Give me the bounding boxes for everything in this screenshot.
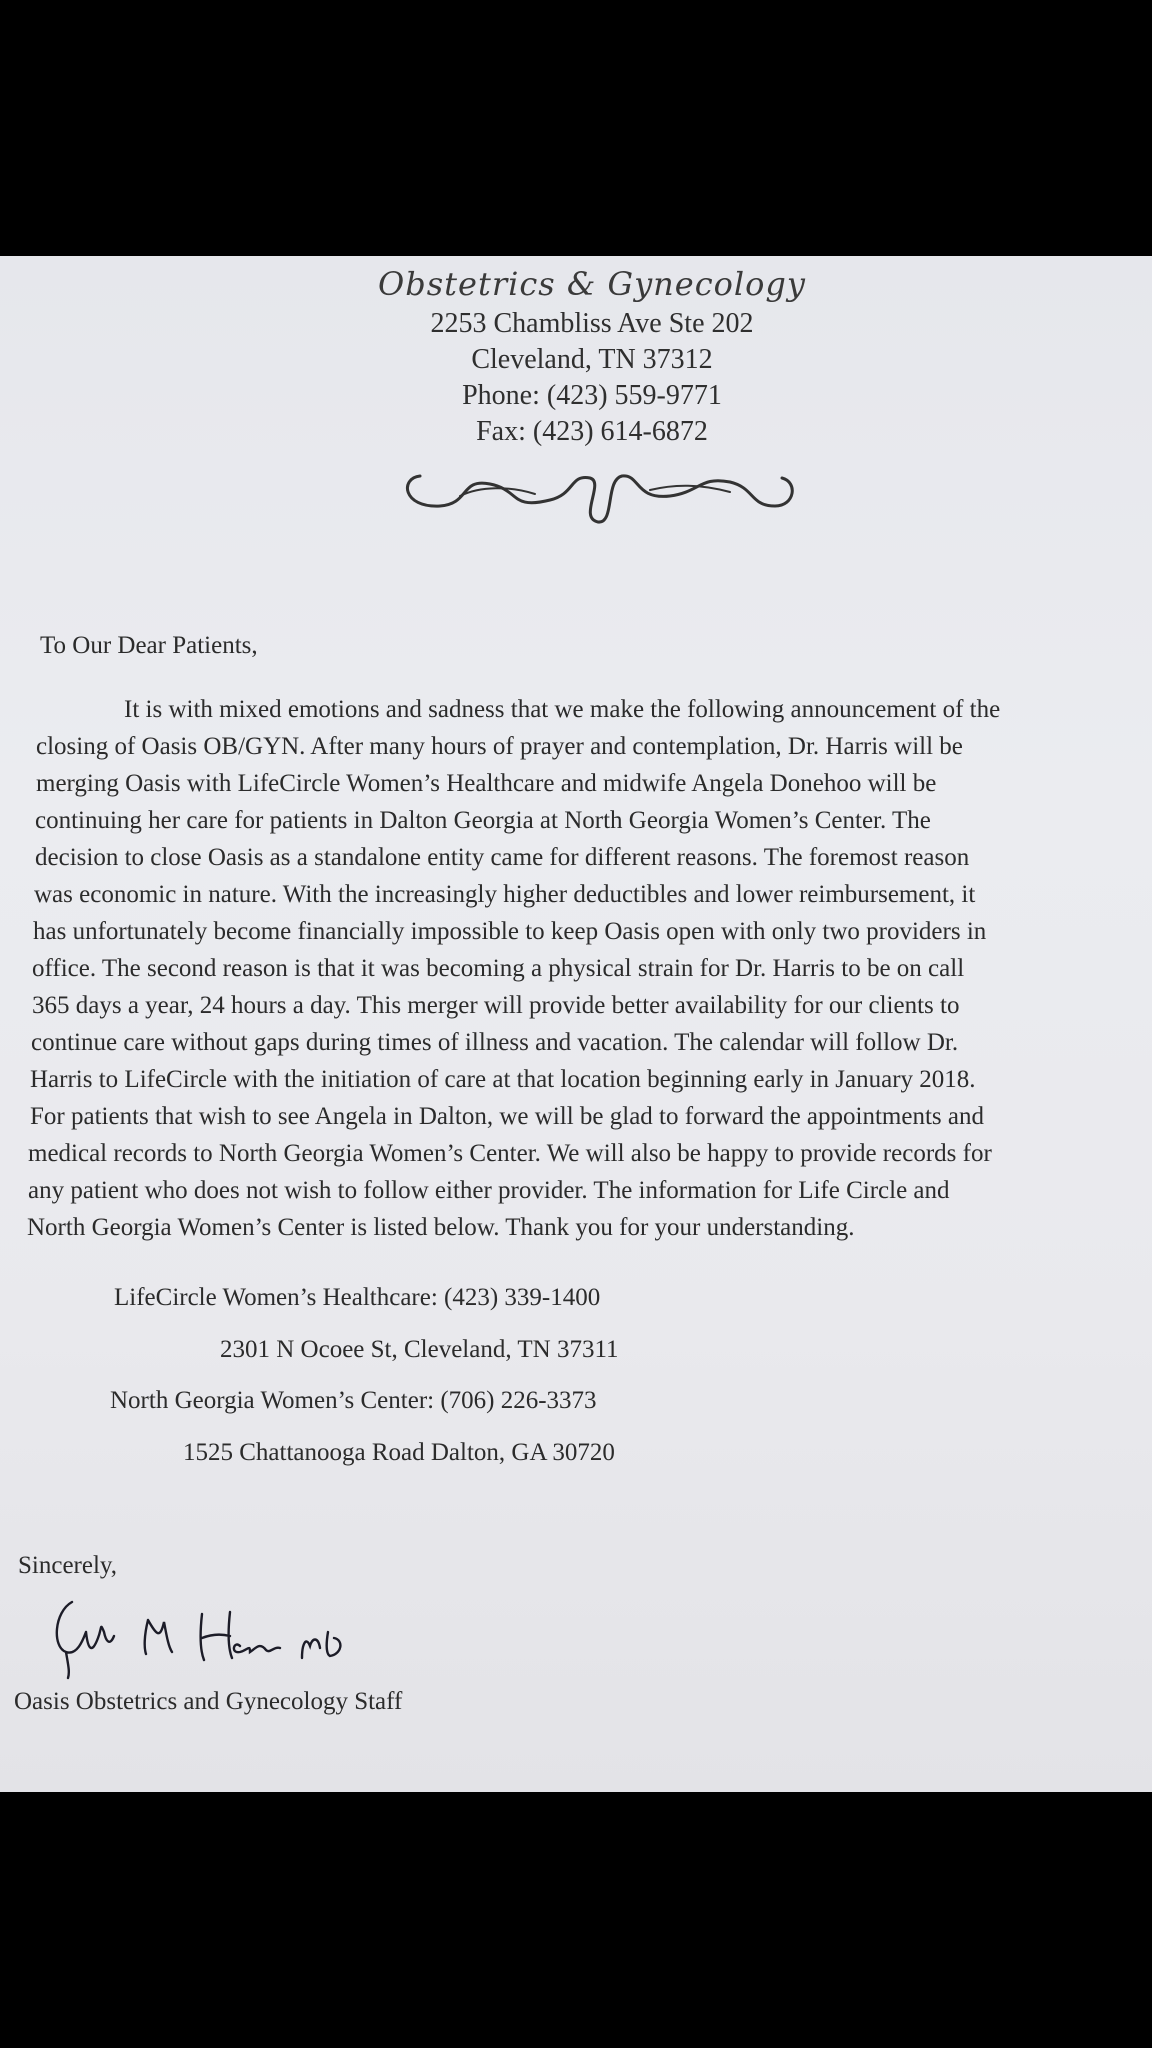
body-line: was economic in nature. With the increasingly higher deductibles and lower reimbursement, it [34,881,976,908]
contact-northgeorgia-address: 1525 Chattanooga Road Dalton, GA 30720 [183,1439,615,1466]
contact-lifecircle-phone: LifeCircle Women’s Healthcare: (423) 339-1400 [114,1284,601,1311]
contact-lifecircle-address: 2301 N Ocoee St, Cleveland, TN 37311 [220,1336,619,1363]
fax-line: Fax: (423) 614-6872 [476,416,708,447]
signoff: Oasis Obstetrics and Gynecology Staff [14,1688,403,1715]
body-line: medical records to North Georgia Women’s Center. We will also be happy to provide records for [28,1140,992,1167]
letter-page [0,256,1152,1792]
body-line: 365 days a year, 24 hours a day. This merger will provide better availability for our clients to [32,992,960,1019]
body-line: office. The second reason is that it was becoming a physical strain for Dr. Harris to be on call [32,955,965,982]
body-line: For patients that wish to see Angela in Dalton, we will be glad to forward the appointments and [30,1103,984,1130]
body-line: continuing her care for patients in Dalton Georgia at North Georgia Women’s Center. The [35,807,931,834]
salutation: To Our Dear Patients, [40,632,258,659]
body-line: It is with mixed emotions and sadness that we make the following announcement of the [124,696,1001,723]
handwritten-signature [44,1592,364,1682]
city-line: Cleveland, TN 37312 [471,344,713,375]
body-line: Harris to LifeCircle with the initiation of care at that location beginning early in January 2018. [30,1066,976,1093]
body-line: continue care without gaps during times of illness and vacation. The calendar will follow Dr. [31,1029,959,1056]
address-line: 2253 Chambliss Ave Ste 202 [430,308,754,339]
body-line: North Georgia Women’s Center is listed below. Thank you for your understanding. [27,1214,855,1241]
letterhead [0,262,1152,450]
body-line: closing of Oasis OB/GYN. After many hours of prayer and contemplation, Dr. Harris will be [36,733,963,760]
body-line: decision to close Oasis as a standalone entity came for different reasons. The foremost reason [35,844,970,871]
closing: Sincerely, [18,1552,118,1579]
body-line: any patient who does not wish to follow either provider. The information for Life Circle and [28,1177,950,1204]
body-line: merging Oasis with LifeCircle Women’s Healthcare and midwife Angela Donehoo will be [36,770,937,797]
practice-name: Obstetrics & Gynecology [378,265,806,303]
phone-line: Phone: (423) 559-9771 [462,380,722,411]
body-line: has unfortunately become financially impossible to keep Oasis open with only two providers in [33,918,987,945]
contact-northgeorgia-phone: North Georgia Women’s Center: (706) 226-3373 [110,1387,597,1414]
ornamental-flourish-icon [400,456,800,528]
